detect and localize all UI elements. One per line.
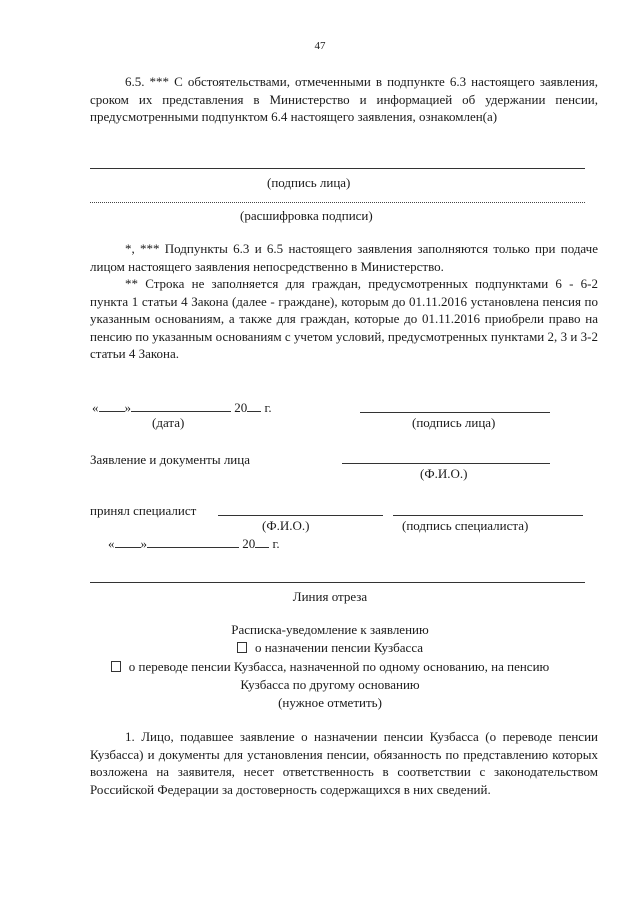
- year-suffix-2: г.: [272, 536, 280, 551]
- person-signature-caption: (подпись лица): [412, 415, 496, 430]
- receipt-option-2: [60, 659, 600, 675]
- date-field: [92, 400, 272, 416]
- year-prefix: 20: [234, 400, 248, 415]
- specialist-fio-line[interactable]: [218, 515, 383, 516]
- decoding-line: [90, 202, 585, 203]
- cut-line: [90, 582, 585, 583]
- documents-fio-line[interactable]: [342, 463, 550, 464]
- cut-line-caption: Линия отреза: [292, 589, 368, 604]
- date-caption: (дата): [152, 415, 185, 430]
- close-quote-2: »: [140, 536, 147, 551]
- year-suffix: г.: [264, 400, 272, 415]
- page-number: 47: [314, 40, 326, 52]
- documents-label: Заявление и документы лица: [90, 452, 250, 467]
- receipt-option-2-cont: Кузбасса по другому основанию: [240, 677, 420, 692]
- month-blank[interactable]: [131, 411, 231, 412]
- documents-fio-caption: (Ф.И.О.): [420, 466, 468, 481]
- open-quote: «: [92, 400, 99, 415]
- open-quote-2: «: [108, 536, 115, 551]
- year-blank[interactable]: [247, 411, 261, 412]
- footnote-1: *, *** Подпункты 6.3 и 6.5 настоящего заявления заполняются только при подаче лицом настоящего заявления непосредственно в Министерство.: [90, 241, 598, 274]
- option-1-label: о назначении пенсии Кузбасса: [254, 640, 424, 655]
- date-field-2: [108, 536, 280, 552]
- close-quote: »: [124, 400, 131, 415]
- receipt-option-1: [60, 640, 600, 656]
- receipt-title: Расписка-уведомление к заявлению: [231, 622, 429, 637]
- option-2-label: о переводе пенсии Кузбасса, назначенной по одному основанию, на пенсию: [128, 659, 550, 674]
- decoding-caption: (расшифровка подписи): [240, 208, 373, 223]
- signature-line: [90, 168, 585, 169]
- option-2-checkbox[interactable]: [111, 661, 121, 672]
- day-blank[interactable]: [99, 411, 125, 412]
- specialist-signature-line[interactable]: [393, 515, 583, 516]
- specialist-signature-caption: (подпись специалиста): [402, 518, 529, 533]
- month-blank-2[interactable]: [147, 547, 239, 548]
- accepted-label: принял специалист: [90, 503, 197, 518]
- day-blank-2[interactable]: [115, 547, 141, 548]
- specialist-fio-caption: (Ф.И.О.): [262, 518, 310, 533]
- paragraph-1: 1. Лицо, подавшее заявление о назначении пенсии Кузбасса (о переводе пенсии Кузбасса) и документы для установления пенсии, обязанность по представлению которых возложена на заявителя, несет ответственность в соответствии с законодательством Российской Федерации за достоверность содержащихся в них сведений.: [90, 729, 598, 797]
- year-blank-2[interactable]: [255, 547, 269, 548]
- receipt-note: (нужное отметить): [278, 695, 382, 710]
- option-1-checkbox[interactable]: [237, 642, 247, 653]
- paragraph-6-5: 6.5. *** С обстоятельствами, отмеченными в подпункте 6.3 настоящего заявления, сроком их представления в Министерство и информацией об удержании пенсии, предусмотренными подпунктом 6.4 настоящего заявления, ознакомлен(а): [90, 74, 598, 124]
- footnote-2: ** Строка не заполняется для граждан, предусмотренных подпунктами 6 - 6-2 пункта 1 статьи 4 Закона (далее - граждане), которым до 01.11.2016 установлена пенсия по указанным основаниям, а также для граждан, которые до 01.11.2016 приобрели право на пенсию по указанным основаниям с учетом условий, предусмотренных пунктами 2, 3 и 3-2 статьи 4 Закона.: [90, 276, 598, 361]
- person-signature-line[interactable]: [360, 412, 550, 413]
- year-prefix-2: 20: [242, 536, 256, 551]
- signature-caption: (подпись лица): [267, 175, 351, 190]
